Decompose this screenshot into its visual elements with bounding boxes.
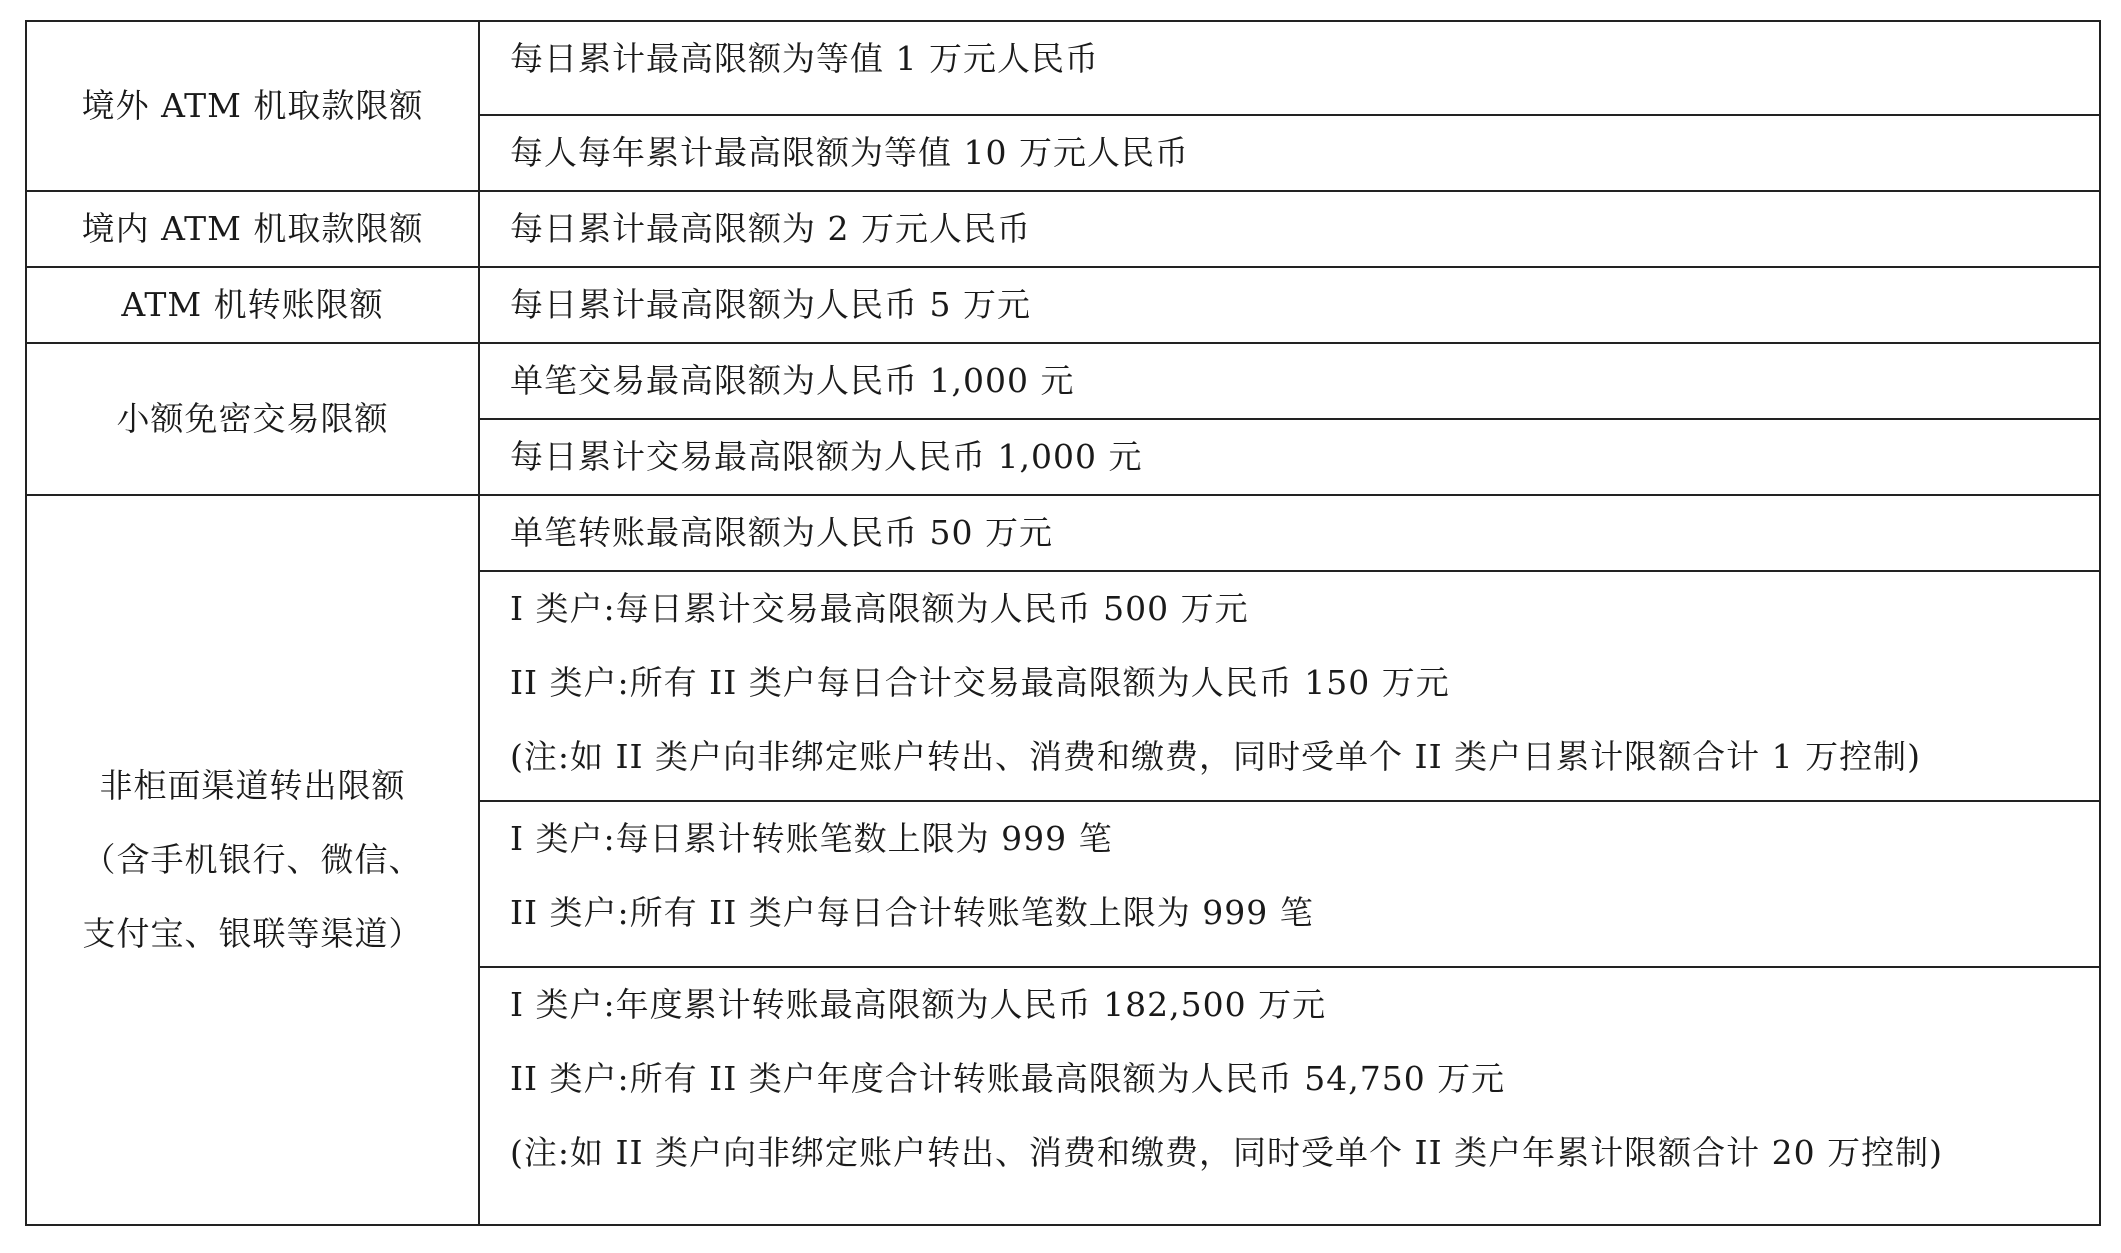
category-label: 支付宝、银联等渠道） xyxy=(82,914,423,953)
detail-cell xyxy=(479,267,2100,343)
detail-text: I 类户:每日累计交易最高限额为人民币 500 万元 xyxy=(510,589,1249,628)
detail-cell xyxy=(479,115,2100,191)
detail-text: 单笔交易最高限额为人民币 1,000 元 xyxy=(510,361,1075,400)
detail-text: II 类户:所有 II 类户每日合计交易最高限额为人民币 150 万元 xyxy=(510,663,1450,702)
category-label: 小额免密交易限额 xyxy=(116,399,389,438)
table-row xyxy=(26,21,2100,115)
detail-text: 每日累计最高限额为人民币 5 万元 xyxy=(510,285,1031,324)
detail-cell xyxy=(479,419,2100,495)
detail-text: 每日累计交易最高限额为人民币 1,000 元 xyxy=(510,437,1143,476)
detail-text: 每日累计最高限额为 2 万元人民币 xyxy=(510,209,1031,248)
detail-cell xyxy=(479,191,2100,267)
detail-text: I 类户:每日累计转账笔数上限为 999 笔 xyxy=(510,819,1113,858)
category-cell-domestic-atm xyxy=(26,191,479,267)
table-row xyxy=(26,495,2100,571)
limits-table xyxy=(25,20,2101,1226)
detail-cell xyxy=(479,967,2100,1225)
table-row xyxy=(26,267,2100,343)
detail-cell xyxy=(479,801,2100,967)
detail-note: (注:如 II 类户向非绑定账户转出、消费和缴费，同时受单个 II 类户日累计限额合计 1 万控制) xyxy=(510,737,1921,776)
detail-text: I 类户:年度累计转账最高限额为人民币 182,500 万元 xyxy=(510,985,1327,1024)
detail-cell xyxy=(479,495,2100,571)
detail-text: 单笔转账最高限额为人民币 50 万元 xyxy=(510,513,1053,552)
detail-cell xyxy=(479,21,2100,115)
detail-cell xyxy=(479,571,2100,801)
category-cell-non-counter-channels xyxy=(26,495,479,1225)
category-label: （含手机银行、微信、 xyxy=(82,840,423,879)
table-row xyxy=(26,343,2100,419)
detail-note: (注:如 II 类户向非绑定账户转出、消费和缴费，同时受单个 II 类户年累计限额合计 20 万控制) xyxy=(510,1133,1943,1172)
category-label: 非柜面渠道转出限额 xyxy=(99,766,406,805)
category-cell-atm-transfer xyxy=(26,267,479,343)
category-label: 境内 ATM 机取款限额 xyxy=(81,209,424,248)
detail-text: 每日累计最高限额为等值 1 万元人民币 xyxy=(510,39,1099,78)
detail-cell xyxy=(479,343,2100,419)
category-cell-overseas-atm xyxy=(26,21,479,191)
category-cell-small-password-free xyxy=(26,343,479,495)
category-label: ATM 机转账限额 xyxy=(121,285,384,324)
detail-text: II 类户:所有 II 类户年度合计转账最高限额为人民币 54,750 万元 xyxy=(510,1059,1506,1098)
category-label: 境外 ATM 机取款限额 xyxy=(81,86,424,125)
table-row xyxy=(26,191,2100,267)
detail-text: II 类户:所有 II 类户每日合计转账笔数上限为 999 笔 xyxy=(510,893,1314,932)
detail-text: 每人每年累计最高限额为等值 10 万元人民币 xyxy=(510,133,1189,172)
